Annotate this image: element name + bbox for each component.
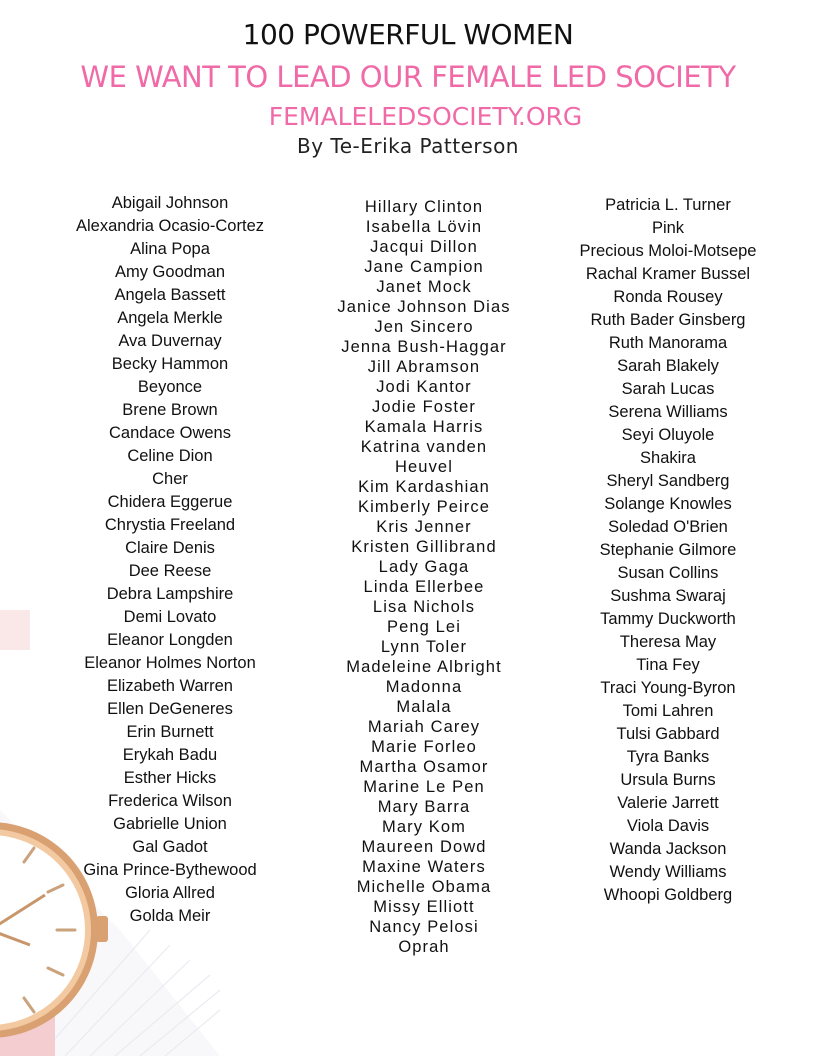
name-list-item: Pink [651,219,685,237]
names-column-1 [40,192,300,928]
name-list-item: Gina Prince-Bythewood [83,861,257,879]
name-list-item: Jane Campion [364,258,484,276]
name-list-item: Angela Merkle [117,309,223,327]
name-list-item: Sarah Blakely [617,357,719,375]
name-list-item: Madeleine Albright [346,658,502,676]
website-link[interactable]: FEMALELEDSOCIETY.ORG [268,102,583,131]
name-list-item: Maureen Dowd [361,838,487,856]
name-list-item: Gloria Allred [125,884,215,902]
name-list-item: Missy Elliott [373,898,475,916]
name-list-item: Janice Johnson Dias [337,298,511,316]
name-list-item: Patricia L. Turner [605,196,731,214]
name-list-item: Ruth Bader Ginsberg [590,311,746,329]
name-list-item: Erykah Badu [122,746,218,764]
name-list-item: Janet Mock [376,278,472,296]
name-list-item: Demi Lovato [123,608,217,626]
name-list-item: Mary Barra [377,798,471,816]
name-list-item: Mariah Carey [367,718,481,736]
name-list-item: Isabella Lövin [365,218,483,236]
name-list-item: Cher [152,470,188,488]
name-list-item: Traci Young-Byron [600,679,736,697]
name-list-item: Susan Collins [617,564,719,582]
name-list-item: Malala [396,698,452,716]
name-list-item: Lisa Nichols [372,598,476,616]
name-list-item: Tomi Lahren [622,702,714,720]
name-list-item: Beyonce [137,378,203,396]
name-list-item: Sarah Lucas [621,380,715,398]
name-list-item: Kris Jenner [376,518,472,536]
name-list-item: Lynn Toler [380,638,468,656]
name-list-item: Kristen Gillibrand [351,538,497,556]
name-list-item: Frederica Wilson [108,792,232,810]
name-list-item: Kamala Harris [364,418,484,436]
name-list-item: Elizabeth Warren [107,677,233,695]
name-list-item: Mary Kom [382,818,466,836]
name-list-item: Heuvel [395,458,453,476]
name-list-item: Theresa May [619,633,717,651]
name-list-item: Gal Gadot [132,838,208,856]
name-list-item: Shakira [640,449,696,467]
name-list-item: Madonna [385,678,463,696]
author-byline: By Te-Erika Patterson [297,134,519,158]
name-list-item: Stephanie Gilmore [599,541,737,559]
name-list-item: Viola Davis [626,817,710,835]
name-list-item: Debra Lampshire [106,585,234,603]
name-list-item: Seyi Oluyole [621,426,715,444]
name-list-item: Soledad O'Brien [608,518,728,536]
name-list-item: Hillary Clinton [364,198,484,216]
name-list-item: Candace Owens [109,424,231,442]
name-list-item: Solange Knowles [604,495,732,513]
name-list-item: Jen Sincero [374,318,474,336]
name-list-item: Maxine Waters [362,858,486,876]
name-list-item: Angela Bassett [114,286,226,304]
name-list-item: Sushma Swaraj [610,587,726,605]
name-list-item: Whoopi Goldberg [603,886,733,904]
name-list-item: Peng Lei [387,618,461,636]
name-list-item: Ruth Manorama [608,334,728,352]
name-list-item: Alexandria Ocasio-Cortez [76,217,264,235]
name-list-item: Golda Meir [129,907,211,925]
names-column-3 [548,194,788,907]
name-list-item: Martha Osamor [359,758,489,776]
name-list-item: Precious Moloi-Motsepe [579,242,757,260]
name-list-item: Tammy Duckworth [600,610,736,628]
name-list-item: Amy Goodman [114,263,226,281]
name-list-item: Sheryl Sandberg [606,472,730,490]
name-list-item: Nancy Pelosi [369,918,479,936]
name-list-item: Rachal Kramer Bussel [585,265,751,283]
name-list-item: Gabrielle Union [113,815,227,833]
name-list-item: Becky Hammon [111,355,229,373]
name-list-item: Katrina vanden [360,438,488,456]
name-list-item: Abigail Johnson [111,194,229,212]
name-list-item: Wanda Jackson [609,840,727,858]
name-list-item: Tulsi Gabbard [616,725,720,743]
name-list-item: Ursula Burns [620,771,716,789]
name-list-item: Dee Reese [128,562,212,580]
name-list-item: Brene Brown [122,401,218,419]
name-list-item: Jodi Kantor [376,378,472,396]
name-list-item: Eleanor Holmes Norton [84,654,256,672]
name-list-item: Tina Fey [636,656,700,674]
name-list-item: Alina Popa [130,240,210,258]
name-list-item: Chrystia Freeland [104,516,236,534]
name-list-item: Jodie Foster [372,398,476,416]
name-list-item: Wendy Williams [609,863,727,881]
name-list-item: Jill Abramson [367,358,481,376]
name-list-item: Eleanor Longden [107,631,233,649]
name-list-item: Linda Ellerbee [363,578,485,596]
name-list-item: Jacqui Dillon [370,238,478,256]
name-list-item: Serena Williams [608,403,728,421]
name-list-item: Lady Gaga [378,558,470,576]
name-list-item: Claire Denis [125,539,215,557]
name-list-item: Marie Forleo [371,738,477,756]
name-list-item: Ava Duvernay [118,332,222,350]
name-list-item: Ellen DeGeneres [107,700,233,718]
names-column-2 [304,197,544,957]
name-list-item: Erin Burnett [126,723,214,741]
name-list-item: Tyra Banks [626,748,710,766]
name-list-item: Kim Kardashian [358,478,490,496]
name-list-item: Marine Le Pen [363,778,485,796]
name-list-item: Jenna Bush-Haggar [341,338,507,356]
name-list-item: Esther Hicks [123,769,217,787]
name-list-item: Celine Dion [127,447,213,465]
name-list-item: Chidera Eggerue [107,493,233,511]
name-list-item: Ronda Rousey [613,288,723,306]
name-list-item: Michelle Obama [356,878,492,896]
page-title: 100 POWERFUL WOMEN [242,18,574,51]
name-list-item: Valerie Jarrett [617,794,719,812]
name-list-item: Oprah [398,938,450,956]
name-list-item: Kimberly Peirce [357,498,491,516]
page-subtitle: WE WANT TO LEAD OUR FEMALE LED SOCIETY [80,60,736,94]
